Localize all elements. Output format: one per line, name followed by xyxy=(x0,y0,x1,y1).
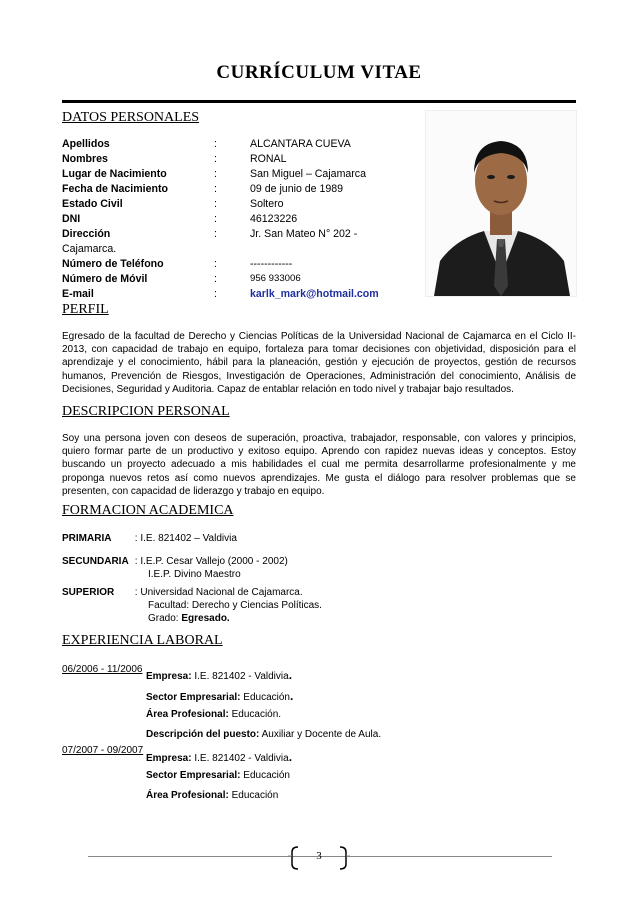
personal-row-label: Nombres xyxy=(62,153,108,165)
job1-empresa xyxy=(146,668,292,682)
edu-grado-value: Egresado. xyxy=(181,613,230,624)
personal-row xyxy=(62,183,379,198)
edu-primaria-value: I.E. 821402 – Valdivia xyxy=(140,533,237,544)
page-number: 3 xyxy=(316,850,322,862)
personal-row-value: ALCANTARA CUEVA xyxy=(250,138,351,150)
section-heading-experiencia: EXPERIENCIA LABORAL xyxy=(62,633,223,648)
address-continuation: Cajamarca. xyxy=(62,243,117,255)
personal-row-separator: : xyxy=(214,183,217,195)
personal-row xyxy=(62,198,379,213)
personal-row-separator: : xyxy=(214,258,217,270)
descripcion-text: Soy una persona joven con deseos de superación, proactiva, trabajador, responsable, con valores y principios, quiero formar parte de un productivo y exitoso equipo. Aprendo con rapidez nuevas ideas y conceptos. Estoy buscando un proyecto adecuado a mis habilidades el cual me permita desarrollarme profesionalmente y me proponga nuevos retos así como nuevos aprendizajes. Me gusta el diálogo para resolver problemas que se presenten, con capacidad de liderazgo y trabajo en equipo. xyxy=(62,433,576,497)
section-heading-perfil: PERFIL xyxy=(62,302,109,317)
job1-empresa-value: I.E. 821402 - Valdivia xyxy=(191,671,289,682)
personal-row-value: Soltero xyxy=(250,198,284,210)
section-heading-descripcion: DESCRIPCION PERSONAL xyxy=(62,404,230,419)
personal-row-separator: : xyxy=(214,288,217,300)
personal-row-value: RONAL xyxy=(250,153,287,165)
personal-row xyxy=(62,273,379,288)
profile-photo xyxy=(425,110,577,297)
job2-empresa-label: Empresa: xyxy=(146,753,192,764)
personal-row-value: 956 933006 xyxy=(250,273,301,284)
page-title: CURRÍCULUM VITAE xyxy=(216,62,422,83)
perfil-text: Egresado de la facultad de Derecho y Ciencias Políticas de la Universidad Nacional de Cajamarca en el Ciclo II-2013, con capacidad de trabajo en equipo, fortaleza para tomar decisiones con objetividad, disposición para el aprendizaje y el conocimiento, hábil para la planeación, gestión y ejecución de proyectos, gestión de recursos humanos, Prevención de Riesgos, Investigación de Operaciones, Administración del conocimiento, Análisis de Decisiones, Seguridad y Auditoria. Capaz de entablar relación en todo nivel y trabajar bajo resultados. xyxy=(62,331,576,395)
personal-row-separator: : xyxy=(214,138,217,150)
personal-row-value: 09 de junio de 1989 xyxy=(250,183,344,195)
personal-row-separator: : xyxy=(214,228,217,240)
personal-row-value: ------------ xyxy=(250,258,293,270)
personal-row xyxy=(62,138,379,153)
job1-sector-value: Educación xyxy=(240,692,290,703)
personal-row-separator: : xyxy=(214,153,217,165)
personal-row-label: Dirección xyxy=(62,228,111,240)
job2-area-label: Área Profesional: xyxy=(146,790,229,801)
personal-row-value: San Miguel – Cajamarca xyxy=(250,168,366,180)
personal-row-separator: : xyxy=(214,273,217,285)
edu-secundaria-colon: : xyxy=(134,556,138,567)
title-divider xyxy=(62,100,576,103)
job2-date: 07/2007 - 09/2007 xyxy=(62,745,144,756)
job1-sector xyxy=(146,689,293,703)
personal-data-block xyxy=(62,138,379,303)
edu-secundaria-value-1: I.E.P. Cesar Vallejo (2000 - 2002) xyxy=(140,556,288,567)
personal-row xyxy=(62,168,379,183)
personal-row-label: Lugar de Nacimiento xyxy=(62,168,167,180)
personal-row-label: Número de Móvil xyxy=(62,273,148,285)
job2-sector xyxy=(146,770,290,781)
job2-empresa xyxy=(146,750,292,764)
job2-empresa-dot: . xyxy=(288,750,293,764)
personal-row-label: Número de Teléfono xyxy=(62,258,164,270)
job1-desc-label: Descripción del puesto: xyxy=(146,729,260,740)
personal-row-separator: : xyxy=(214,213,217,225)
personal-row xyxy=(62,153,379,168)
personal-row-label: Estado Civil xyxy=(62,198,123,210)
personal-row-label: Fecha de Nacimiento xyxy=(62,183,168,195)
personal-row-value: 46123226 xyxy=(250,213,298,225)
job1-desc-value: Auxiliar y Docente de Aula. xyxy=(259,729,382,740)
job1-empresa-dot: . xyxy=(288,668,293,682)
edu-superior-value-1: Universidad Nacional de Cajamarca. xyxy=(140,587,303,598)
job2-area-value: Educación xyxy=(228,790,279,801)
job1-sector-label: Sector Empresarial: xyxy=(146,692,241,703)
job1-descripcion xyxy=(146,729,381,740)
job1-area-label: Área Profesional: xyxy=(146,709,229,720)
section-heading-formacion: FORMACION ACADEMICA xyxy=(62,503,234,518)
personal-row-label: Apellidos xyxy=(62,138,110,150)
edu-superior-colon: : xyxy=(134,587,138,598)
personal-data-table xyxy=(62,138,379,303)
job1-area-value: Educación. xyxy=(228,709,282,720)
email-link[interactable]: karlk_mark@hotmail.com xyxy=(250,288,379,300)
portrait-image xyxy=(426,111,576,296)
job2-sector-label: Sector Empresarial: xyxy=(146,770,241,781)
edu-superior-label: SUPERIOR xyxy=(62,587,115,598)
personal-row-separator: : xyxy=(214,168,217,180)
edu-secundaria-label: SECUNDARIA xyxy=(62,556,129,567)
section-heading-personal: DATOS PERSONALES xyxy=(62,110,200,125)
personal-row xyxy=(62,228,379,243)
edu-superior xyxy=(62,586,303,599)
edu-grado-label: Grado: xyxy=(148,613,182,624)
edu-secundaria-value-2: I.E.P. Divino Maestro xyxy=(148,569,241,580)
job2-empresa-value: I.E. 821402 - Valdivia xyxy=(191,753,289,764)
personal-row-label: E-mail xyxy=(62,288,94,300)
edu-secundaria xyxy=(62,555,288,568)
personal-row-separator: : xyxy=(214,198,217,210)
edu-superior-value-2: Facultad: Derecho y Ciencias Políticas. xyxy=(148,600,322,611)
personal-row-value: Jr. San Mateo N° 202 - xyxy=(250,228,358,240)
job1-date: 06/2006 - 11/2006 xyxy=(62,664,143,675)
edu-superior-value-3 xyxy=(148,612,230,625)
job1-sector-dot: . xyxy=(289,689,294,703)
edu-primaria-colon: : xyxy=(134,533,138,544)
job2-sector-value: Educación xyxy=(240,770,290,781)
personal-row xyxy=(62,288,379,303)
personal-row xyxy=(62,213,379,228)
personal-row-label: DNI xyxy=(62,213,81,225)
job1-empresa-label: Empresa: xyxy=(146,671,192,682)
job2-area xyxy=(146,790,278,801)
edu-primaria-label: PRIMARIA xyxy=(62,533,112,544)
personal-row-address-cont xyxy=(62,243,379,258)
edu-primaria xyxy=(62,532,237,545)
job1-area xyxy=(146,709,281,720)
personal-row xyxy=(62,258,379,273)
